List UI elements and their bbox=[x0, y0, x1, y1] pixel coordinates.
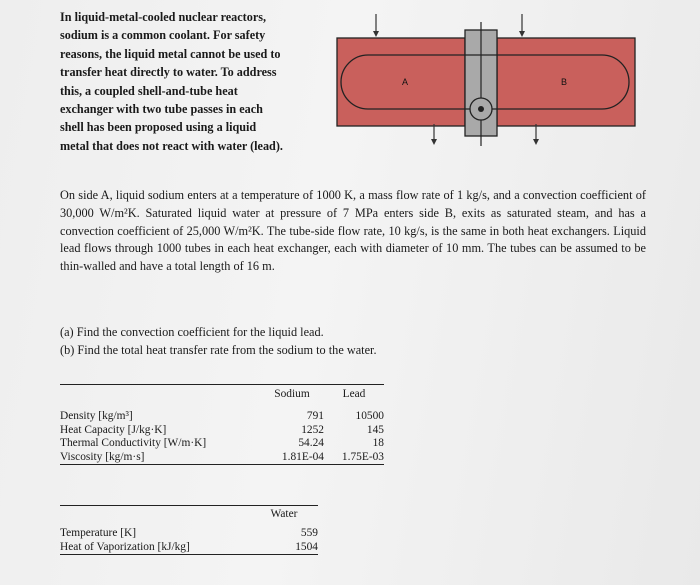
sodium-value: 1252 bbox=[301, 423, 324, 436]
table-row bbox=[60, 527, 318, 541]
sodium-value: 54.24 bbox=[298, 437, 324, 449]
intro-line: this, a coupled shell-and-tube heat bbox=[60, 83, 238, 98]
water-table bbox=[60, 505, 318, 555]
header-cell: Water bbox=[270, 508, 298, 520]
table-row bbox=[60, 437, 384, 451]
header-cell: Lead bbox=[342, 388, 366, 400]
intro-line: metal that does not react with water (lead). bbox=[60, 138, 283, 153]
lead-value: 10500 bbox=[355, 410, 384, 422]
pump-hub bbox=[478, 106, 484, 112]
shell-a bbox=[337, 38, 465, 126]
header-cell bbox=[60, 385, 260, 404]
row-label: Heat Capacity [J/kg·K] bbox=[60, 423, 167, 436]
water-value: 1504 bbox=[250, 541, 318, 555]
intro-line: exchanger with two tube passes in each bbox=[60, 102, 263, 117]
questions bbox=[60, 323, 377, 359]
intro-line: transfer heat directly to water. To address bbox=[60, 65, 277, 80]
intro-line: In liquid-metal-cooled nuclear reactors, bbox=[60, 10, 267, 24]
header-cell bbox=[60, 506, 250, 524]
table-header-row bbox=[60, 506, 318, 524]
table-header-row bbox=[60, 385, 384, 404]
lead-value: 1.75E-03 bbox=[324, 451, 384, 465]
table-row bbox=[60, 451, 384, 465]
row-label: Heat of Vaporization [kJ/kg] bbox=[60, 541, 250, 555]
question-a: (a) Find the convection coefficient for the liquid lead. bbox=[60, 325, 324, 339]
table-row bbox=[60, 410, 384, 424]
table-row bbox=[60, 424, 384, 438]
intro-text bbox=[60, 8, 322, 155]
water-value: 559 bbox=[300, 527, 318, 539]
lead-value: 18 bbox=[372, 437, 384, 449]
header-cell: Sodium bbox=[274, 388, 310, 400]
lead-value: 145 bbox=[366, 423, 384, 436]
problem-statement: On side A, liquid sodium enters at a temperature of 1000 K, a mass flow rate of 1 kg/s, and a convection coefficient of 30,000 W/m²K. Saturated liquid water at pressure of 7 MPa enters side B, exits as saturated steam, and has a convection coefficient of 25,000 W/m²K. The tube-side flow rate, 10 kg/s, is the same in both heat exchangers. Liquid lead flows through 1000 tubes in each heat exchanger, each with diameter of 10 mm. The tubes can be assumed to be thin-walled and have a total length of 16 m. bbox=[60, 188, 646, 274]
row-label: Thermal Conductivity [W/m·K] bbox=[60, 437, 207, 449]
question-b: (b) Find the total heat transfer rate from the sodium to the water. bbox=[60, 343, 377, 357]
sodium-value: 1.81E-04 bbox=[260, 451, 324, 465]
intro-line: sodium is a common coolant. For safety bbox=[60, 28, 266, 43]
sodium-value: 791 bbox=[306, 410, 324, 422]
intro-line: reasons, the liquid metal cannot be used to bbox=[60, 46, 281, 61]
heat-exchanger-diagram bbox=[330, 10, 642, 148]
row-label: Temperature [K] bbox=[60, 527, 137, 539]
diagram-label-a: A bbox=[402, 77, 409, 87]
table-row bbox=[60, 541, 318, 555]
diagram-label-b: B bbox=[561, 77, 568, 87]
row-label: Density [kg/m³] bbox=[60, 410, 133, 422]
properties-table bbox=[60, 384, 384, 465]
intro-line: shell has been proposed using a liquid bbox=[60, 120, 257, 135]
row-label: Viscosity [kg/m·s] bbox=[60, 451, 260, 465]
